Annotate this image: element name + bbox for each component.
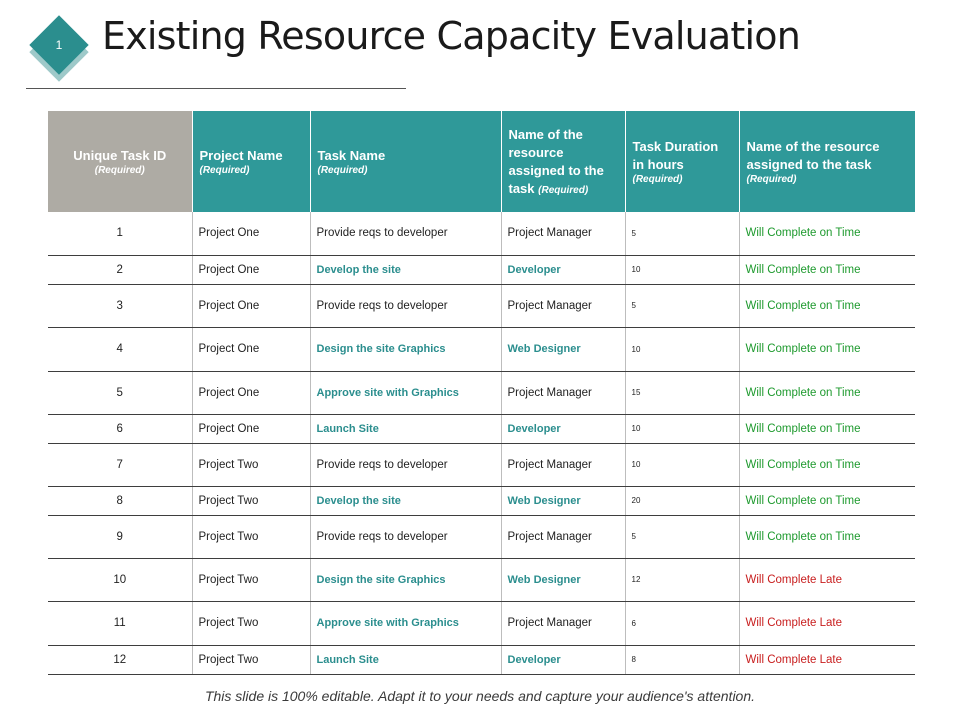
cell-task-id: 1 <box>48 212 192 255</box>
cell-duration: 6 <box>625 601 739 645</box>
cell-duration: 15 <box>625 371 739 414</box>
cell-status: Will Complete on Time <box>739 515 915 558</box>
slide-title: Existing Resource Capacity Evaluation <box>102 14 800 58</box>
header-label: Task Name <box>317 147 386 163</box>
cell-task-id: 9 <box>48 515 192 558</box>
header-label: Unique Task ID <box>73 147 167 163</box>
cell-project-name: Project One <box>192 284 310 327</box>
cell-project-name: Project One <box>192 327 310 371</box>
cell-duration: 10 <box>625 255 739 284</box>
header-required-note: (Required) <box>538 184 589 196</box>
table-body <box>48 212 915 674</box>
header-label: Name of the resource assigned to the task <box>508 126 604 196</box>
cell-duration: 8 <box>625 645 739 674</box>
cell-resource: Project Manager <box>501 212 625 255</box>
cell-status: Will Complete on Time <box>739 255 915 284</box>
table-row <box>48 327 915 371</box>
cell-resource: Web Designer <box>501 486 625 515</box>
cell-duration: 12 <box>625 558 739 601</box>
cell-task-name: Design the site Graphics <box>310 558 501 601</box>
column-header-task-id <box>48 111 192 212</box>
table-row <box>48 645 915 674</box>
cell-resource: Project Manager <box>501 371 625 414</box>
cell-resource: Project Manager <box>501 515 625 558</box>
cell-project-name: Project Two <box>192 486 310 515</box>
cell-project-name: Project Two <box>192 601 310 645</box>
cell-task-name: Provide reqs to developer <box>310 443 501 486</box>
header-label: Task Duration in hours <box>632 138 719 172</box>
cell-status: Will Complete on Time <box>739 486 915 515</box>
table-header-row <box>48 111 915 212</box>
header-required-note: (Required) <box>632 173 683 185</box>
cell-status: Will Complete on Time <box>739 414 915 443</box>
cell-task-id: 7 <box>48 443 192 486</box>
table-row <box>48 212 915 255</box>
column-header-project-name <box>192 111 310 212</box>
cell-task-name: Provide reqs to developer <box>310 212 501 255</box>
cell-duration: 5 <box>625 515 739 558</box>
table-row <box>48 414 915 443</box>
cell-task-id: 3 <box>48 284 192 327</box>
slide-number: 1 <box>55 38 63 52</box>
cell-resource: Developer <box>501 255 625 284</box>
cell-project-name: Project Two <box>192 645 310 674</box>
column-header-duration <box>625 111 739 212</box>
table-row <box>48 443 915 486</box>
header-required-note: (Required) <box>746 173 797 185</box>
cell-duration: 20 <box>625 486 739 515</box>
cell-duration: 5 <box>625 284 739 327</box>
cell-status: Will Complete Late <box>739 601 915 645</box>
cell-task-name: Approve site with Graphics <box>310 371 501 414</box>
cell-resource: Developer <box>501 414 625 443</box>
header-label: Name of the resource assigned to the task <box>746 138 880 172</box>
cell-project-name: Project Two <box>192 443 310 486</box>
cell-status: Will Complete on Time <box>739 371 915 414</box>
column-header-status <box>739 111 915 212</box>
cell-resource: Web Designer <box>501 558 625 601</box>
cell-task-name: Launch Site <box>310 414 501 443</box>
cell-status: Will Complete Late <box>739 645 915 674</box>
cell-task-name: Develop the site <box>310 486 501 515</box>
cell-duration: 10 <box>625 443 739 486</box>
cell-status: Will Complete on Time <box>739 212 915 255</box>
header-required-note: (Required) <box>94 164 145 176</box>
capacity-table <box>48 111 915 675</box>
cell-resource: Project Manager <box>501 443 625 486</box>
cell-status: Will Complete on Time <box>739 443 915 486</box>
cell-task-id: 5 <box>48 371 192 414</box>
cell-resource: Project Manager <box>501 284 625 327</box>
cell-task-id: 4 <box>48 327 192 371</box>
cell-project-name: Project One <box>192 212 310 255</box>
table-row <box>48 255 915 284</box>
cell-project-name: Project Two <box>192 558 310 601</box>
table-row <box>48 558 915 601</box>
cell-project-name: Project One <box>192 414 310 443</box>
title-underline <box>26 88 406 89</box>
table-row <box>48 371 915 414</box>
footer-note: This slide is 100% editable. Adapt it to your needs and capture your audience's attention. <box>204 688 756 704</box>
header-required-note: (Required) <box>199 164 250 176</box>
cell-duration: 10 <box>625 327 739 371</box>
cell-task-name: Develop the site <box>310 255 501 284</box>
cell-task-name: Provide reqs to developer <box>310 284 501 327</box>
table-row <box>48 515 915 558</box>
cell-task-name: Launch Site <box>310 645 501 674</box>
cell-task-name: Provide reqs to developer <box>310 515 501 558</box>
cell-resource: Web Designer <box>501 327 625 371</box>
cell-task-id: 2 <box>48 255 192 284</box>
cell-task-id: 11 <box>48 601 192 645</box>
column-header-task-name <box>310 111 501 212</box>
table-row <box>48 284 915 327</box>
cell-task-id: 12 <box>48 645 192 674</box>
cell-duration: 5 <box>625 212 739 255</box>
cell-project-name: Project One <box>192 371 310 414</box>
column-header-resource <box>501 111 625 212</box>
cell-task-id: 6 <box>48 414 192 443</box>
cell-project-name: Project Two <box>192 515 310 558</box>
cell-duration: 10 <box>625 414 739 443</box>
cell-status: Will Complete on Time <box>739 284 915 327</box>
cell-status: Will Complete on Time <box>739 327 915 371</box>
cell-task-name: Approve site with Graphics <box>310 601 501 645</box>
header-required-note: (Required) <box>317 164 368 176</box>
cell-task-id: 8 <box>48 486 192 515</box>
table-row <box>48 486 915 515</box>
cell-status: Will Complete Late <box>739 558 915 601</box>
header-label: Project Name <box>199 147 283 163</box>
table-row <box>48 601 915 645</box>
cell-task-id: 10 <box>48 558 192 601</box>
cell-resource: Project Manager <box>501 601 625 645</box>
cell-task-name: Design the site Graphics <box>310 327 501 371</box>
cell-resource: Developer <box>501 645 625 674</box>
cell-project-name: Project One <box>192 255 310 284</box>
